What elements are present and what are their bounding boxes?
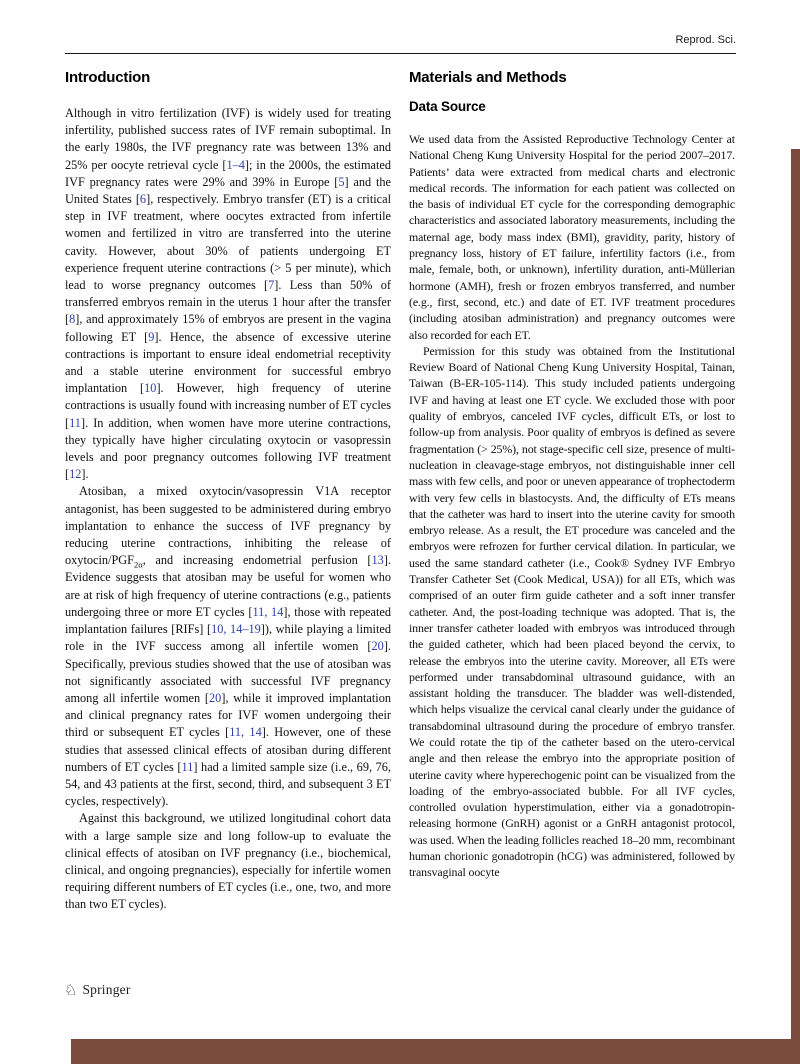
header-divider bbox=[65, 34, 736, 54]
page-edge-right-bar bbox=[791, 149, 800, 1064]
citation-link[interactable]: 11, 14 bbox=[229, 725, 262, 740]
citation-link[interactable]: 11 bbox=[69, 415, 81, 430]
citation-link[interactable]: 11 bbox=[181, 759, 194, 774]
springer-horse-icon: ♘ bbox=[64, 980, 78, 999]
introduction-heading: Introduction bbox=[65, 69, 151, 86]
two-column-layout bbox=[65, 69, 736, 914]
citation-link[interactable]: 9 bbox=[148, 329, 155, 344]
paragraph: Although in vitro fertilization (IVF) is widely used for treating infertility, published success rates of IVF remain suboptimal. In the early 1980s, the IVF pregnancy rate was between 13% and 25% per oocyte retrieval cycle [1–4]; in the 2000s, the estimated IVF pregnancy rates were 29% and 39% in Europe [5] and the United States [6], respectively. Embryo transfer (ET) is a critical step in IVF treatment, where oocytes extracted from infertile women and fertilized in vitro are transferred into the uterine cavity. However, about 30% of patients undergoing ET experience frequent uterine contractions (> 5 per minute), which lead to worse pregnancy outcomes [7]. Less than 50% of transferred embryos remain in the uterus 1 hour after the transfer [8], and approximately 15% of embryos are present in the vagina following ET [9]. Hence, the absence of excessive uterine contractions is important to ensure ideal endometrial receptivity and a stable uterine environment for successful embryo implantation [10]. However, high frequency of uterine contractions is usually found with increasing number of ET cycles [11]. In addition, when women have more uterine contractions, they typically have higher circulating oxytocin or vasopressin levels and poor pregnancy outcomes following IVF treatment [12]. bbox=[65, 106, 392, 482]
citation-link[interactable]: 10, 14–19 bbox=[211, 622, 261, 637]
paragraph: Against this background, we utilized longitudinal cohort data with a large sample size and long follow-up to evaluate the clinical effects of atosiban on IVF pregnancy (i.e., biochemical, clinical, and ongoing pregnancies), especially for infertile women requiring different numbers of ET cycles (i.e., one, two, and more than two ET cycles). bbox=[65, 811, 391, 912]
citation-link[interactable]: 20 bbox=[209, 690, 222, 705]
journal-header-text: Reprod. Sci. bbox=[675, 34, 736, 46]
citation-link[interactable]: 12 bbox=[69, 467, 82, 482]
citation-link[interactable]: 13 bbox=[371, 553, 384, 568]
page-edge-bottom-bar bbox=[71, 1039, 800, 1064]
paragraph: Permission for this study was obtained from the Institutional Review Board of National Cheng Kung University Hospital, Tainan, Taiwan (B-ER-105-114). This study included patients undergoing IVF and having at least one ET cycle. We excluded those with poor quality of embryos, canceled IVF cycles, difficult ETs, or lost to follow-up from analysis. Poor quality of embryos is defined as severe fragmentation (> 25%), not stage-specific cell size, presence of multi-nucleation in cleavage-stage embryos, not distinguishable inner cell mass with few cells, and poor or uneven appearance of trophectoderm with very few cells in blastocysts. And, the difficulty of ETs means that the catheter was hard to insert into the uterine cavity for smooth embryo release. As a result, the ET procedure was canceled and the embryos were refrozen for further cervical dilation. In particular, we used the same standard catheter (i.e., Cook® Sydney IVF Embryo Transfer Catheter Set (Cook Medical, USA)) for all ETs, which was comprised of an outer firm guide catheter and a soft inner transfer catheter. And, the post-loading technique was adopted. That is, the inner transfer catheter loaded with embryos was introduced through the guided catheter, which had been placed beyond the cervix, to release the embryos into the uterine cavity. Moreover, all ETs were performed under transabdominal ultrasound guidance, with an assistant holding the transducer. The bladder was well-distended, which helps visualize the cervical canal clearly under the guidance of transabdominal ultrasound during the procedure of embryo transfer. We could rotate the tip of the catheter based on the utero-cervical angle and then release the embryo into the appropriate position of uterine cavity where hyperechogenic point can be visualized from the loading of the embryo-associated bubble. For all IVF cycles, controlled ovulation hyperstimulation, either via a gonadotropin-releasing hormone (GnRH) agonist or a GnRH antagonist protocol, was used. When the leading follicles reached 18–20 mm, recombinant human chorionic gonadotropin (hCG) was administered, followed by transvaginal oocyte bbox=[409, 343, 735, 880]
citation-link[interactable]: 6 bbox=[139, 192, 147, 207]
paragraph: Atosiban, a mixed oxytocin/vasopressin V1A receptor antagonist, has been suggested to be administered during embryo implantation to enhance the success of IVF pregnancy by reducing uterine contractions, inhibiting the release of oxytocin/$PGF_{2\alpha}$, and increasing endometrial perfusion [13]. Evidence suggests that atosiban may be useful for women who are at risk of high frequency of uterine contractions (e.g., patients undergoing three or more ET cycles [11, 14], those with repeated implantation failures [RIFs] [10, 14–19]), while playing a limited role in the IVF success among all infertile women [20]. Specifically, previous studies showed that the use of atosiban was not significantly associated with successful IVF pregnancy among all infertile women [20], while it improved implantation and clinical pregnancy rates for IVF women undergoing their third or subsequent ET cycles [11, 14]. However, one of these studies that assessed clinical effects of atosiban during different numbers of ET cycles [11] had a limited sample size (i.e., 69, 76, 54, and 43 patients at the first, second, third, and subsequent 3 ET cycles, respectively). bbox=[65, 484, 392, 809]
paragraph: We used data from the Assisted Reproductive Technology Center at National Cheng Kung University Hospital for the period 2007–2017. Patients’ data were extracted from medical charts and electronic medical records. The information for each patient was collected on the basis of individual ET cycle for the corresponding demographic characteristics and associated laboratory measurements, including the maternal age, body mass index (BMI), gravidity, parity, history of pregnancy loss, history of ET failure, infertility factors (i.e., from male, female, both, or unknown), infertility duration, anti-Müllerian hormone (AMH), fresh or frozen embryos transferred, and number (e.g., first, second, etc.) and date of ET. IVF treatment procedures (including atosiban administration) and pregnancy outcomes were also recorded for each ET. bbox=[409, 132, 735, 342]
springer-wordmark: Springer bbox=[82, 982, 131, 997]
springer-logo bbox=[64, 982, 131, 998]
materials-methods-heading: Materials and Methods bbox=[409, 69, 567, 86]
citation-link[interactable]: 7 bbox=[268, 278, 275, 293]
right-column bbox=[409, 69, 735, 914]
citation-link[interactable]: 11, 14 bbox=[252, 604, 284, 619]
citation-link[interactable]: 20 bbox=[371, 639, 384, 654]
citation-link[interactable]: 8 bbox=[69, 312, 76, 327]
subscript-text: 2α bbox=[134, 559, 143, 570]
left-column bbox=[65, 69, 391, 914]
data-source-subheading: Data Source bbox=[409, 99, 486, 114]
citation-link[interactable]: 5 bbox=[338, 174, 345, 189]
citation-link[interactable]: 1–4 bbox=[226, 157, 245, 172]
citation-link[interactable]: 10 bbox=[144, 381, 157, 396]
